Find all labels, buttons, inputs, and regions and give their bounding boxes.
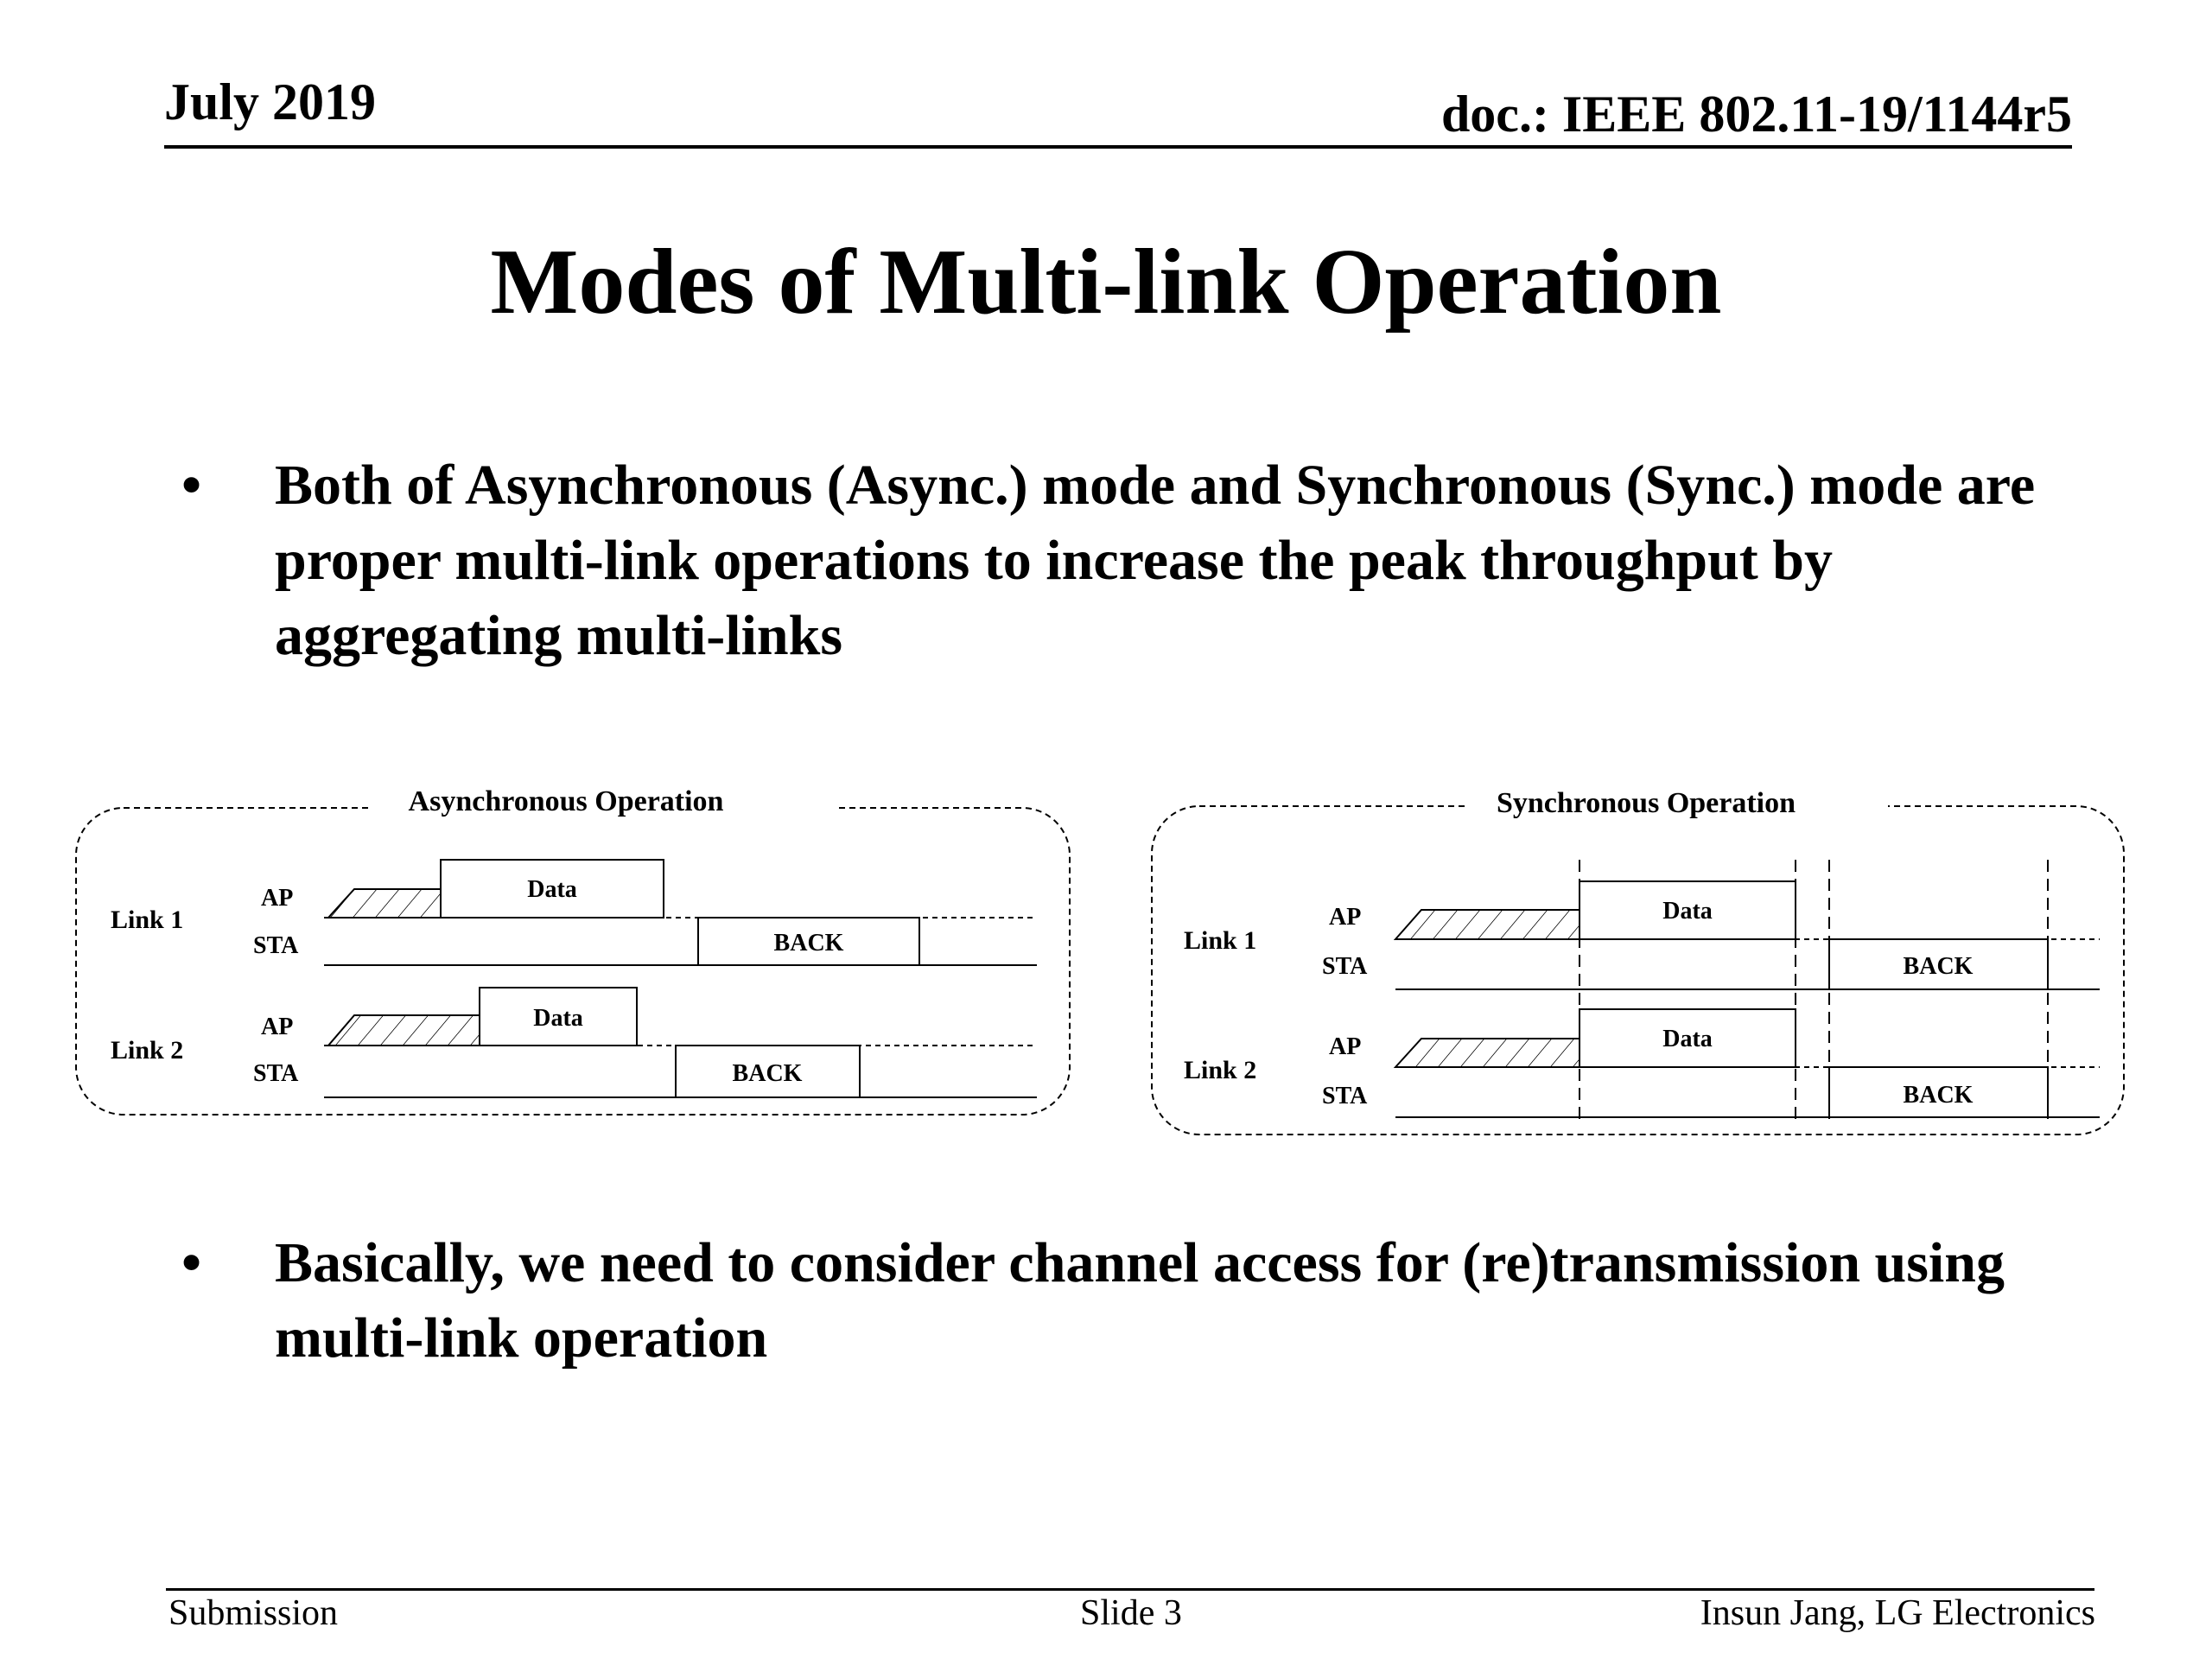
header-date: July 2019 — [164, 73, 377, 130]
bullet-marker: • — [181, 454, 202, 517]
link-label: Link 2 — [1184, 1056, 1257, 1084]
back-label: BACK — [732, 1060, 803, 1087]
slide-title: Modes of Multi-link Operation — [490, 231, 1722, 334]
back-label: BACK — [773, 930, 844, 957]
ap-label: AP — [1329, 904, 1362, 931]
bullet-item — [181, 1225, 2082, 1376]
ap-label: AP — [261, 885, 294, 912]
footer-submission: Submission — [168, 1593, 339, 1633]
diagram-title: Asynchronous Operation — [408, 785, 724, 817]
backoff-hatch — [1395, 910, 1580, 939]
data-label: Data — [533, 1005, 583, 1032]
back-label: BACK — [1903, 1082, 1974, 1109]
sta-label: STA — [1322, 953, 1368, 980]
backoff-hatch — [328, 1015, 480, 1046]
data-label: Data — [527, 876, 577, 903]
header-rule — [164, 145, 2072, 149]
async-operation-diagram — [69, 773, 1080, 1136]
back-label: BACK — [1903, 953, 1974, 980]
ap-label: AP — [261, 1014, 294, 1040]
diagram-title: Synchronous Operation — [1496, 787, 1796, 819]
footer-slide-number: Slide 3 — [1080, 1593, 1182, 1633]
bullet-marker: • — [181, 1231, 202, 1294]
link-label: Link 1 — [1184, 926, 1257, 955]
sta-label: STA — [253, 1060, 299, 1087]
backoff-hatch — [328, 889, 441, 918]
dashed-frame — [76, 808, 1070, 1115]
header-doc-id: doc.: IEEE 802.11-19/1144r5 — [1440, 86, 2072, 143]
link-label: Link 2 — [111, 1036, 184, 1065]
footer-author: Insun Jang, LG Electronics — [1700, 1593, 2095, 1633]
link-label: Link 1 — [111, 906, 184, 934]
data-label: Data — [1662, 898, 1713, 925]
bullet-text: Basically, we need to consider channel access for (re)transmission using multi-link operation — [275, 1231, 2005, 1370]
sta-label: STA — [1322, 1083, 1368, 1109]
footer-rule — [166, 1588, 2094, 1591]
sta-label: STA — [253, 932, 299, 959]
ap-label: AP — [1329, 1033, 1362, 1060]
bullet-text: Both of Asynchronous (Async.) mode and Synchronous (Sync.) mode are proper multi-link operations to increase the peak throughput by aggregating multi-links — [275, 454, 2036, 667]
sync-operation-diagram — [1145, 773, 2147, 1154]
backoff-hatch — [1395, 1039, 1580, 1067]
bullet-item — [181, 448, 2082, 673]
data-label: Data — [1662, 1026, 1713, 1052]
